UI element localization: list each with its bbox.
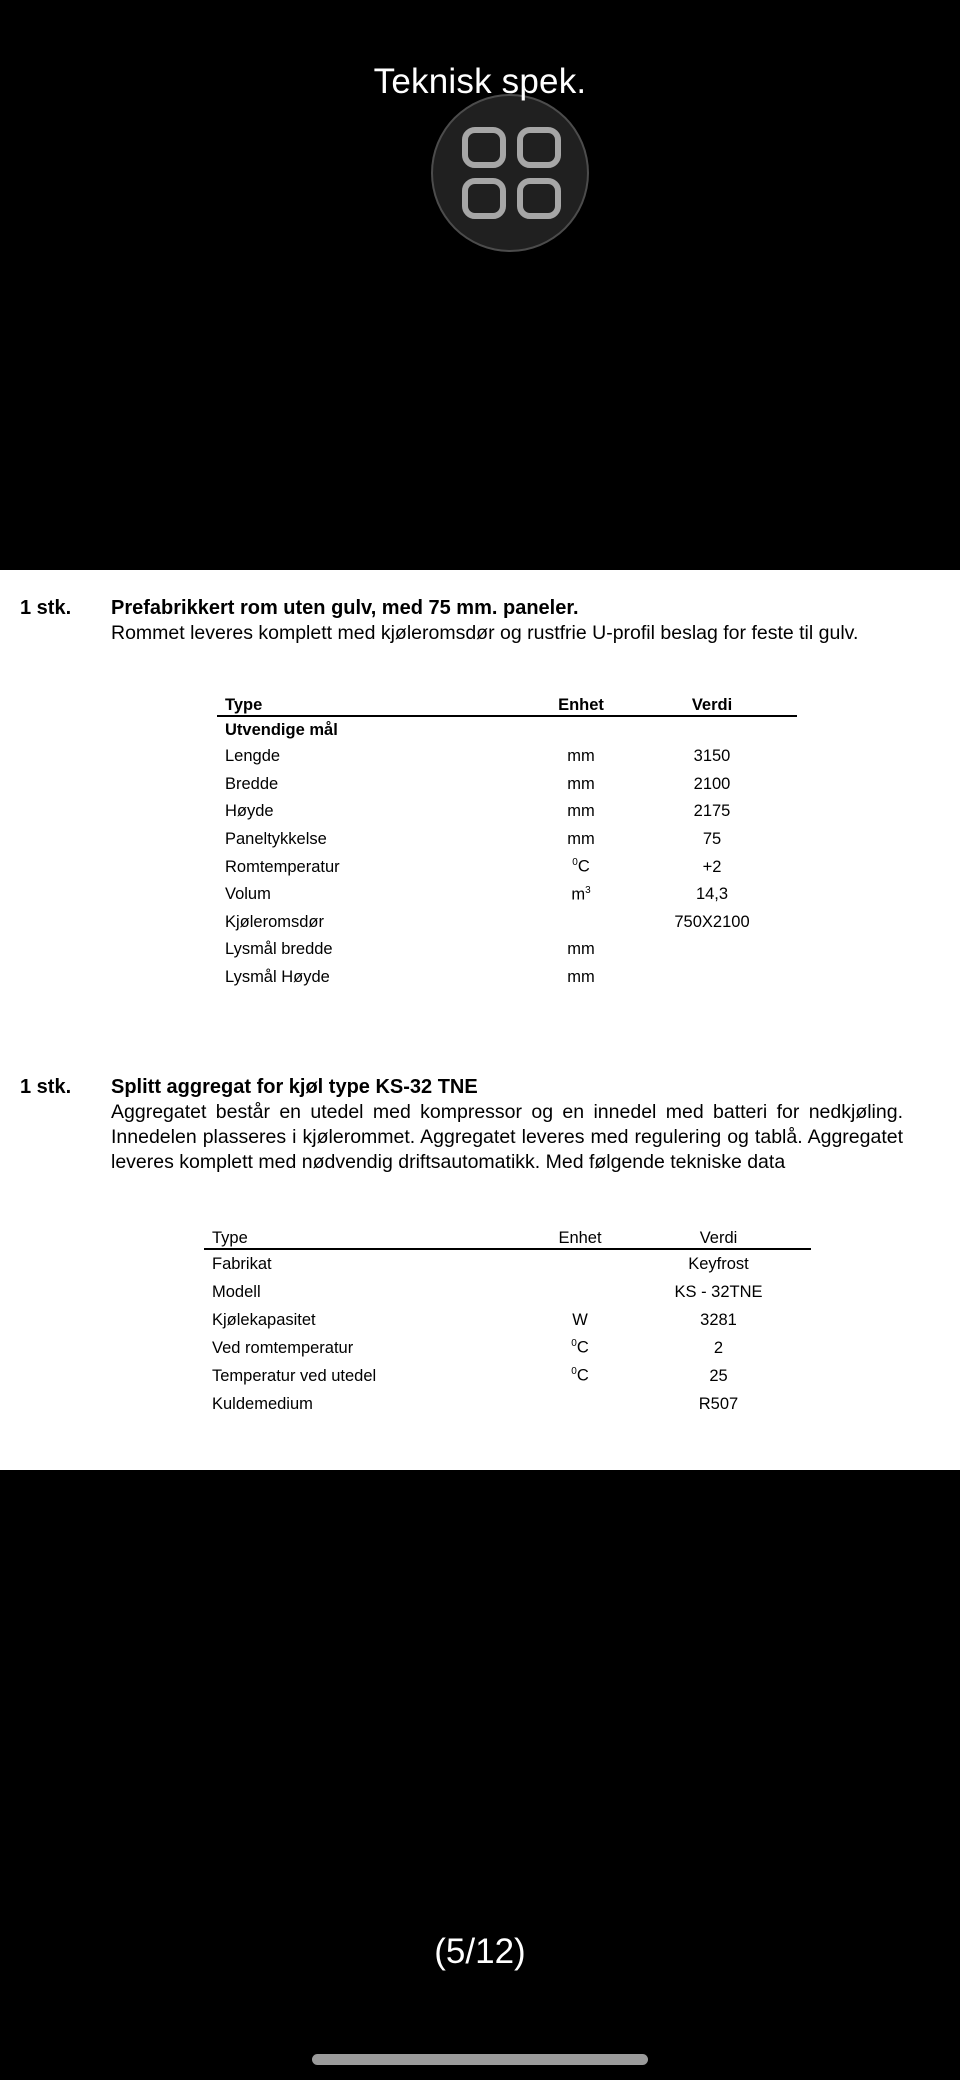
cell-type: Høyde xyxy=(225,802,274,821)
unit-text: m xyxy=(571,885,586,904)
unit-text: C xyxy=(576,1338,589,1357)
cell-type: Kuldemedium xyxy=(212,1394,313,1413)
section-title: Splitt aggregat for kjøl type KS-32 TNE xyxy=(111,1076,478,1098)
unit-text: C xyxy=(577,857,590,876)
cell-unit: mm xyxy=(567,747,595,766)
cell-value: 14,3 xyxy=(695,885,729,904)
section-quantity: 1 stk. xyxy=(20,1076,72,1098)
cell-unit: mm xyxy=(567,968,595,987)
grid-view-button[interactable] xyxy=(431,94,589,252)
table-row xyxy=(217,936,797,964)
document-page xyxy=(0,570,960,1470)
cell-type: Lengde xyxy=(225,747,281,766)
unit-exponent-sup: 3 xyxy=(585,885,591,897)
cell-value: Keyfrost xyxy=(688,1254,749,1273)
cell-unit: mm xyxy=(567,830,595,849)
table-header-row xyxy=(204,1226,811,1249)
cell-value: 3281 xyxy=(700,1310,737,1329)
table-header-row xyxy=(217,693,797,716)
cell-unit xyxy=(534,1390,626,1418)
table-row xyxy=(204,1334,811,1362)
section-description: Rommet leveres komplett med kjøleromsdør og rustfrie U-profil beslag for feste til gulv. xyxy=(111,622,859,644)
table-row xyxy=(217,771,797,799)
cell-value: 2100 xyxy=(693,774,731,793)
table-row xyxy=(204,1390,811,1418)
column-header-unit: Enhet xyxy=(534,1226,626,1249)
section-title: Prefabrikkert rom uten gulv, med 75 mm. paneler. xyxy=(111,597,579,619)
table-row xyxy=(217,743,797,771)
cell-type: Lysmål bredde xyxy=(225,940,333,959)
column-header-value: Verdi xyxy=(626,1226,811,1249)
cell-unit xyxy=(535,853,627,881)
home-indicator[interactable] xyxy=(312,2054,648,2065)
column-header-type: Type xyxy=(217,693,535,716)
table-row xyxy=(204,1306,811,1334)
cell-value: 750X2100 xyxy=(674,912,750,931)
unit-degree-sup: 0 xyxy=(571,1366,577,1378)
cell-value xyxy=(627,936,797,964)
table-group-row xyxy=(217,716,797,743)
section-description: Aggregatet består en utedel med kompressor og en innedel med batteri for nedkjøling. Innedelen plasseres i kjølerommet. Aggregatet leveres med regulering og tablå. Aggregatet leveres komplett med nødvendig driftsautomatikk. Med følgende tekniske data xyxy=(111,1101,903,1173)
column-header-value: Verdi xyxy=(627,693,797,716)
cell-unit xyxy=(535,881,627,909)
section-quantity: 1 stk. xyxy=(20,597,72,619)
table-row xyxy=(217,798,797,826)
cell-value: R507 xyxy=(698,1394,739,1413)
cell-unit xyxy=(534,1278,626,1306)
cell-unit xyxy=(535,909,627,937)
cell-type: Fabrikat xyxy=(212,1254,272,1273)
cell-unit xyxy=(534,1249,626,1278)
cell-type: Romtemperatur xyxy=(225,857,340,876)
cell-type: Bredde xyxy=(225,774,279,793)
viewer-title: Teknisk spek. xyxy=(373,62,587,101)
grid-view-icon xyxy=(462,127,562,219)
cell-unit: mm xyxy=(567,940,595,959)
cell-type: Kjøleromsdør xyxy=(225,912,325,931)
column-header-type: Type xyxy=(204,1226,534,1249)
table-row xyxy=(217,853,797,881)
table-row xyxy=(204,1249,811,1278)
column-header-unit: Enhet xyxy=(535,693,627,716)
cell-value: KS - 32TNE xyxy=(674,1282,763,1301)
unit-degree-sup: 0 xyxy=(572,857,578,869)
cell-type: Volum xyxy=(225,885,271,904)
table-row xyxy=(217,964,797,992)
page-counter: (5/12) xyxy=(434,1932,526,1971)
cell-type: Temperatur ved utedel xyxy=(212,1366,377,1385)
cell-value: 75 xyxy=(702,830,722,849)
cell-value: +2 xyxy=(702,857,722,876)
spec-table-split-unit xyxy=(204,1226,811,1418)
cell-value: 3150 xyxy=(693,747,731,766)
cell-value xyxy=(627,964,797,992)
cell-type: Ved romtemperatur xyxy=(212,1338,354,1357)
table-row xyxy=(204,1278,811,1306)
cell-unit: mm xyxy=(567,802,595,821)
cell-unit: W xyxy=(572,1310,588,1329)
table-row xyxy=(217,909,797,937)
table-row xyxy=(217,881,797,909)
unit-text: C xyxy=(576,1366,589,1385)
cell-value: 2 xyxy=(713,1338,724,1357)
cell-unit xyxy=(534,1362,626,1390)
cell-type: Kjølekapasitet xyxy=(212,1310,316,1329)
unit-degree-sup: 0 xyxy=(571,1338,577,1350)
table-row xyxy=(217,826,797,854)
cell-unit xyxy=(534,1334,626,1362)
group-label: Utvendige mål xyxy=(225,720,338,739)
cell-type: Modell xyxy=(212,1282,261,1301)
spec-table-room xyxy=(217,693,797,991)
cell-type: Lysmål Høyde xyxy=(225,968,330,987)
cell-type: Paneltykkelse xyxy=(225,830,327,849)
cell-value: 25 xyxy=(709,1366,728,1385)
table-row xyxy=(204,1362,811,1390)
cell-value: 2175 xyxy=(693,802,731,821)
cell-unit: mm xyxy=(567,774,595,793)
